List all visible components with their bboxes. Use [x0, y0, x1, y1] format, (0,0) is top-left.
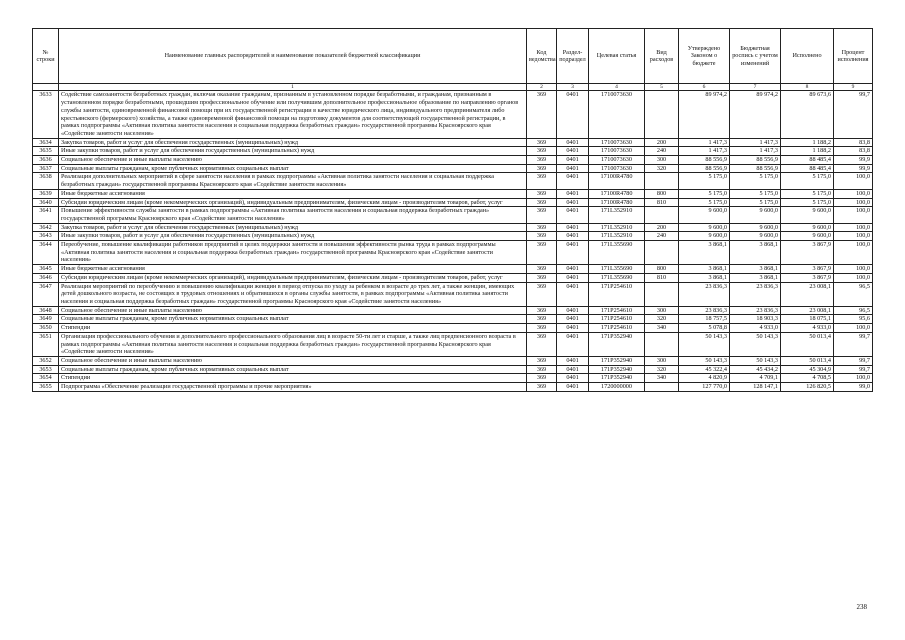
budget-list-amount: 89 974,2 — [730, 91, 781, 138]
target-code: 171L352910 — [589, 207, 645, 223]
header-dept-code: Код ведомства — [527, 29, 557, 84]
budget-table — [32, 28, 873, 392]
row-description: Реализация дополнительных мероприятий в сфере занятости населения в рамках подпрограммы «Активная политика занятости населения и социальная поддержка безработных граждан» государственной программы Красноярского края «Содействие занятости населения» — [59, 173, 527, 189]
budget-list-amount: 88 556,9 — [730, 164, 781, 173]
approved-amount: 9 600,0 — [679, 207, 730, 223]
approved-amount: 1 417,3 — [679, 147, 730, 156]
row-number: 3635 — [33, 147, 59, 156]
percent-executed: 99,0 — [834, 383, 873, 392]
row-number: 3648 — [33, 306, 59, 315]
section-code: 0401 — [557, 365, 589, 374]
executed-amount: 3 867,9 — [781, 241, 834, 265]
approved-amount: 23 836,3 — [679, 282, 730, 306]
budget-list-amount: 23 836,3 — [730, 306, 781, 315]
percent-executed: 100,0 — [834, 273, 873, 282]
executed-amount: 88 485,4 — [781, 156, 834, 165]
section-code: 0401 — [557, 189, 589, 198]
row-description: Стипендии — [59, 374, 527, 383]
row-description: Социальные выплаты гражданам, кроме публичных нормативных социальных выплат — [59, 164, 527, 173]
table-row — [33, 147, 873, 156]
section-code: 0401 — [557, 324, 589, 333]
budget-list-amount: 128 147,1 — [730, 383, 781, 392]
table-row — [33, 173, 873, 189]
dept-code: 369 — [527, 207, 557, 223]
expense-type: 800 — [645, 189, 679, 198]
table-row — [33, 198, 873, 207]
budget-report-sheet — [32, 28, 872, 392]
section-code: 0401 — [557, 315, 589, 324]
target-code: 171L352910 — [589, 223, 645, 232]
row-number: 3633 — [33, 91, 59, 138]
row-number: 3654 — [33, 374, 59, 383]
column-number-row — [33, 84, 873, 91]
section-code: 0401 — [557, 164, 589, 173]
executed-amount: 89 673,6 — [781, 91, 834, 138]
section-code: 0401 — [557, 198, 589, 207]
section-code: 0401 — [557, 156, 589, 165]
budget-list-amount: 23 836,3 — [730, 282, 781, 306]
executed-amount: 9 600,0 — [781, 223, 834, 232]
percent-executed: 99,9 — [834, 156, 873, 165]
table-row — [33, 223, 873, 232]
target-code: 171P254610 — [589, 315, 645, 324]
expense-type: 340 — [645, 324, 679, 333]
approved-amount: 5 175,0 — [679, 173, 730, 189]
expense-type — [645, 383, 679, 392]
table-row — [33, 315, 873, 324]
row-description: Иные бюджетные ассигнования — [59, 265, 527, 274]
column-number: 9 — [834, 84, 873, 91]
expense-type: 240 — [645, 232, 679, 241]
percent-executed: 99,7 — [834, 91, 873, 138]
section-code: 0401 — [557, 138, 589, 147]
executed-amount: 1 188,2 — [781, 138, 834, 147]
approved-amount: 3 868,1 — [679, 265, 730, 274]
row-description: Повышение эффективности службы занятости в рамках подпрограммы «Активная политика занятости населения и социальная поддержка безработных граждан» государственной программы Красноярского края «Содействие занятости населения» — [59, 207, 527, 223]
row-number: 3643 — [33, 232, 59, 241]
expense-type: 300 — [645, 306, 679, 315]
budget-list-amount: 50 143,3 — [730, 332, 781, 356]
approved-amount: 1 417,3 — [679, 138, 730, 147]
target-code: 171P254610 — [589, 324, 645, 333]
section-code: 0401 — [557, 147, 589, 156]
executed-amount: 1 188,2 — [781, 147, 834, 156]
row-description: Иные закупки товаров, работ и услуг для обеспечения государственных (муниципальных) нужд — [59, 147, 527, 156]
section-code: 0401 — [557, 223, 589, 232]
row-description: Иные бюджетные ассигнования — [59, 189, 527, 198]
row-description: Организация профессионального обучения и дополнительного профессионального образования лиц в возрасте 50-ти лет и старше, а также лиц предпенсионного возраста в рамках подпрограммы «Активная политика занятости населения и социальная поддержка безработных граждан» государственной программы Красноярского края «Содействие занятости населения» — [59, 332, 527, 356]
executed-amount: 4 708,5 — [781, 374, 834, 383]
expense-type: 240 — [645, 147, 679, 156]
approved-amount: 5 175,0 — [679, 198, 730, 207]
budget-list-amount: 4 933,0 — [730, 324, 781, 333]
approved-amount: 127 770,0 — [679, 383, 730, 392]
approved-amount: 89 974,2 — [679, 91, 730, 138]
expense-type: 300 — [645, 156, 679, 165]
expense-type: 340 — [645, 374, 679, 383]
table-body — [33, 91, 873, 391]
target-code: 171P352940 — [589, 374, 645, 383]
table-row — [33, 91, 873, 138]
approved-amount: 18 757,5 — [679, 315, 730, 324]
budget-list-amount: 50 143,3 — [730, 356, 781, 365]
table-row — [33, 374, 873, 383]
approved-amount: 5 175,0 — [679, 189, 730, 198]
table-row — [33, 306, 873, 315]
expense-type — [645, 173, 679, 189]
dept-code: 369 — [527, 241, 557, 265]
target-code: 1710073630 — [589, 138, 645, 147]
section-code: 0401 — [557, 306, 589, 315]
section-code: 0401 — [557, 241, 589, 265]
executed-amount: 50 013,4 — [781, 356, 834, 365]
budget-list-amount: 88 556,9 — [730, 156, 781, 165]
percent-executed: 96,5 — [834, 306, 873, 315]
row-number: 3650 — [33, 324, 59, 333]
row-number: 3638 — [33, 173, 59, 189]
row-number: 3652 — [33, 356, 59, 365]
percent-executed: 100,0 — [834, 241, 873, 265]
target-code: 1710073630 — [589, 91, 645, 138]
target-code: 1710073630 — [589, 164, 645, 173]
dept-code: 369 — [527, 147, 557, 156]
row-description: Иные закупки товаров, работ и услуг для обеспечения государственных (муниципальных) нужд — [59, 232, 527, 241]
dept-code: 369 — [527, 273, 557, 282]
section-code: 0401 — [557, 282, 589, 306]
header-executed: Исполнено — [781, 29, 834, 84]
expense-type — [645, 91, 679, 138]
page-number: 238 — [856, 603, 867, 611]
expense-type — [645, 282, 679, 306]
target-code: 171P352940 — [589, 332, 645, 356]
row-number: 3646 — [33, 273, 59, 282]
header-row-no: № строки — [33, 29, 59, 84]
section-code: 0401 — [557, 374, 589, 383]
header-section: Раздел-подраздел — [557, 29, 589, 84]
column-number: 3 — [557, 84, 589, 91]
dept-code: 369 — [527, 265, 557, 274]
table-row — [33, 365, 873, 374]
percent-executed: 100,0 — [834, 198, 873, 207]
budget-list-amount: 3 868,1 — [730, 273, 781, 282]
executed-amount: 3 867,9 — [781, 265, 834, 274]
percent-executed: 100,0 — [834, 265, 873, 274]
approved-amount: 88 556,9 — [679, 164, 730, 173]
target-code: 1710073630 — [589, 156, 645, 165]
column-number: 7 — [730, 84, 781, 91]
dept-code: 369 — [527, 198, 557, 207]
approved-amount: 88 556,9 — [679, 156, 730, 165]
table-row — [33, 207, 873, 223]
executed-amount: 5 175,0 — [781, 173, 834, 189]
header-percent: Процент исполнения — [834, 29, 873, 84]
executed-amount: 23 008,1 — [781, 282, 834, 306]
section-code: 0401 — [557, 356, 589, 365]
header-target: Целевая статья — [589, 29, 645, 84]
target-code: 171L355690 — [589, 273, 645, 282]
row-description: Субсидии юридическим лицам (кроме некоммерческих организаций), индивидуальным предпринимателям, физическим лицам - производителям товаров, работ, услуг — [59, 198, 527, 207]
target-code: 171P352940 — [589, 356, 645, 365]
expense-type: 300 — [645, 356, 679, 365]
row-description: Стипендии — [59, 324, 527, 333]
row-number: 3642 — [33, 223, 59, 232]
row-number: 3640 — [33, 198, 59, 207]
section-code: 0401 — [557, 332, 589, 356]
row-number: 3645 — [33, 265, 59, 274]
approved-amount: 50 143,3 — [679, 332, 730, 356]
budget-list-amount: 5 175,0 — [730, 189, 781, 198]
table-row — [33, 356, 873, 365]
percent-executed: 99,7 — [834, 356, 873, 365]
budget-list-amount: 9 600,0 — [730, 223, 781, 232]
executed-amount: 4 933,0 — [781, 324, 834, 333]
row-number: 3637 — [33, 164, 59, 173]
target-code: 171P254610 — [589, 282, 645, 306]
column-number: 4 — [589, 84, 645, 91]
column-number: 6 — [679, 84, 730, 91]
approved-amount: 9 600,0 — [679, 232, 730, 241]
target-code: 1710073630 — [589, 147, 645, 156]
row-description: Закупка товаров, работ и услуг для обеспечения государственных (муниципальных) нужд — [59, 138, 527, 147]
percent-executed: 100,0 — [834, 173, 873, 189]
column-number: 1 — [59, 84, 527, 91]
target-code: 1720000000 — [589, 383, 645, 392]
dept-code: 369 — [527, 324, 557, 333]
percent-executed: 83,8 — [834, 138, 873, 147]
row-description: Подпрограмма «Обеспечение реализации государственной программы и прочие мероприятия» — [59, 383, 527, 392]
row-number: 3644 — [33, 241, 59, 265]
budget-list-amount: 45 434,2 — [730, 365, 781, 374]
expense-type: 320 — [645, 365, 679, 374]
table-row — [33, 164, 873, 173]
budget-list-amount: 3 868,1 — [730, 241, 781, 265]
header-row — [33, 29, 873, 84]
expense-type: 320 — [645, 315, 679, 324]
section-code: 0401 — [557, 91, 589, 138]
row-description: Социальное обеспечение и иные выплаты населению — [59, 356, 527, 365]
table-row — [33, 241, 873, 265]
expense-type — [645, 332, 679, 356]
approved-amount: 45 322,4 — [679, 365, 730, 374]
executed-amount: 9 600,0 — [781, 207, 834, 223]
percent-executed: 99,9 — [834, 164, 873, 173]
executed-amount: 126 820,5 — [781, 383, 834, 392]
target-code: 17100R4780 — [589, 173, 645, 189]
approved-amount: 3 868,1 — [679, 273, 730, 282]
header-budget-list: Бюджетная роспись с учетом изменений — [730, 29, 781, 84]
expense-type: 800 — [645, 265, 679, 274]
column-number — [33, 84, 59, 91]
executed-amount: 18 075,1 — [781, 315, 834, 324]
table-row — [33, 332, 873, 356]
column-number: 5 — [645, 84, 679, 91]
percent-executed: 83,8 — [834, 147, 873, 156]
budget-list-amount: 9 600,0 — [730, 232, 781, 241]
expense-type — [645, 241, 679, 265]
expense-type: 810 — [645, 198, 679, 207]
header-exp-type: Вид расходов — [645, 29, 679, 84]
dept-code: 369 — [527, 164, 557, 173]
budget-list-amount: 1 417,3 — [730, 138, 781, 147]
row-description: Переобучение, повышение квалификации работников предприятий в целях поддержки занятости и повышения эффективности рынка труда в рамках подпрограммы «Активная политика занятости населения и социальная поддержка безработных граждан» государственной программы Красноярского края «Содействие занятости населения» — [59, 241, 527, 265]
target-code: 171L352910 — [589, 232, 645, 241]
target-code: 171P352940 — [589, 365, 645, 374]
table-row — [33, 138, 873, 147]
dept-code: 369 — [527, 282, 557, 306]
table-row — [33, 282, 873, 306]
executed-amount: 9 600,0 — [781, 232, 834, 241]
dept-code: 369 — [527, 91, 557, 138]
expense-type: 200 — [645, 223, 679, 232]
executed-amount: 50 013,4 — [781, 332, 834, 356]
row-number: 3655 — [33, 383, 59, 392]
row-description: Социальные выплаты гражданам, кроме публичных нормативных социальных выплат — [59, 315, 527, 324]
dept-code: 369 — [527, 223, 557, 232]
target-code: 171P254610 — [589, 306, 645, 315]
dept-code: 369 — [527, 156, 557, 165]
section-code: 0401 — [557, 173, 589, 189]
dept-code: 369 — [527, 356, 557, 365]
row-description: Реализация мероприятий по переобучению и повышению квалификации женщин в период отпуска по уходу за ребенком в возрасте до трех лет, а также женщин, имеющих детей дошкольного возраста, не состоящих в трудовых отношениях и обратившихся в органы службы занятости, в рамках подпрограммы «Активная политика занятости населения и социальная поддержка безработных граждан» государственной программы Красноярского края «Содействие занятости населения» — [59, 282, 527, 306]
expense-type — [645, 207, 679, 223]
section-code: 0401 — [557, 273, 589, 282]
expense-type: 200 — [645, 138, 679, 147]
column-number: 8 — [781, 84, 834, 91]
row-description: Социальное обеспечение и иные выплаты населению — [59, 156, 527, 165]
section-code: 0401 — [557, 265, 589, 274]
percent-executed: 99,7 — [834, 365, 873, 374]
column-number: 2 — [527, 84, 557, 91]
dept-code: 369 — [527, 374, 557, 383]
percent-executed: 96,5 — [834, 282, 873, 306]
section-code: 0401 — [557, 207, 589, 223]
target-code: 17100R4780 — [589, 189, 645, 198]
budget-list-amount: 9 600,0 — [730, 207, 781, 223]
table-row — [33, 273, 873, 282]
approved-amount: 9 600,0 — [679, 223, 730, 232]
percent-executed: 100,0 — [834, 189, 873, 198]
row-number: 3639 — [33, 189, 59, 198]
table-row — [33, 265, 873, 274]
row-number: 3647 — [33, 282, 59, 306]
expense-type: 320 — [645, 164, 679, 173]
dept-code: 369 — [527, 332, 557, 356]
executed-amount: 5 175,0 — [781, 189, 834, 198]
table-row — [33, 324, 873, 333]
executed-amount: 45 304,9 — [781, 365, 834, 374]
approved-amount: 23 836,3 — [679, 306, 730, 315]
budget-list-amount: 5 175,0 — [730, 198, 781, 207]
dept-code: 369 — [527, 306, 557, 315]
executed-amount: 23 008,1 — [781, 306, 834, 315]
row-number: 3641 — [33, 207, 59, 223]
table-row — [33, 383, 873, 392]
row-number: 3649 — [33, 315, 59, 324]
row-number: 3651 — [33, 332, 59, 356]
row-number: 3636 — [33, 156, 59, 165]
budget-list-amount: 1 417,3 — [730, 147, 781, 156]
percent-executed: 100,0 — [834, 232, 873, 241]
row-description: Содействие самозанятости безработных граждан, включая оказание гражданам, признанным в установленном порядке безработными, и гражданам, признанным в установленном порядке безработными, прошедшим профессиональное обучение или получившим дополнительное профессиональное образование по направлению органов службы занятости, единовременной финансовой помощи при их государственной регистрации в качестве юридического лица, индивидуального предпринимателя либо крестьянского (фермерского) хозяйства, а также единовременной финансовой помощи на подготовку документов для соответствующей государственной регистрации, в рамках подпрограммы «Активная политика занятости населения и социальная поддержка безработных граждан» государственной программы Красноярского края «Содействие занятости населения» — [59, 91, 527, 138]
percent-executed: 100,0 — [834, 207, 873, 223]
budget-list-amount: 3 868,1 — [730, 265, 781, 274]
header-approved: Утверждено Законом о бюджете — [679, 29, 730, 84]
target-code: 171L355690 — [589, 265, 645, 274]
header-name: Наименование главных распорядителей и наименование показателей бюджетной классификации — [59, 29, 527, 84]
dept-code: 369 — [527, 315, 557, 324]
executed-amount: 3 867,9 — [781, 273, 834, 282]
row-number: 3653 — [33, 365, 59, 374]
dept-code: 369 — [527, 173, 557, 189]
table-row — [33, 156, 873, 165]
target-code: 17100R4780 — [589, 198, 645, 207]
approved-amount: 4 820,9 — [679, 374, 730, 383]
section-code: 0401 — [557, 383, 589, 392]
dept-code: 369 — [527, 189, 557, 198]
target-code: 171L355690 — [589, 241, 645, 265]
percent-executed: 100,0 — [834, 223, 873, 232]
approved-amount: 3 868,1 — [679, 241, 730, 265]
executed-amount: 5 175,0 — [781, 198, 834, 207]
row-number: 3634 — [33, 138, 59, 147]
row-description: Социальное обеспечение и иные выплаты населению — [59, 306, 527, 315]
row-description: Социальные выплаты гражданам, кроме публичных нормативных социальных выплат — [59, 365, 527, 374]
dept-code: 369 — [527, 232, 557, 241]
percent-executed: 95,6 — [834, 315, 873, 324]
table-row — [33, 189, 873, 198]
approved-amount: 5 078,8 — [679, 324, 730, 333]
percent-executed: 100,0 — [834, 374, 873, 383]
budget-list-amount: 4 709,1 — [730, 374, 781, 383]
table-header — [33, 29, 873, 91]
budget-list-amount: 18 903,3 — [730, 315, 781, 324]
budget-list-amount: 5 175,0 — [730, 173, 781, 189]
expense-type: 810 — [645, 273, 679, 282]
row-description: Закупка товаров, работ и услуг для обеспечения государственных (муниципальных) нужд — [59, 223, 527, 232]
percent-executed: 99,7 — [834, 332, 873, 356]
percent-executed: 100,0 — [834, 324, 873, 333]
dept-code: 369 — [527, 365, 557, 374]
dept-code: 369 — [527, 383, 557, 392]
section-code: 0401 — [557, 232, 589, 241]
executed-amount: 88 485,4 — [781, 164, 834, 173]
approved-amount: 50 143,3 — [679, 356, 730, 365]
dept-code: 369 — [527, 138, 557, 147]
table-row — [33, 232, 873, 241]
row-description: Субсидии юридическим лицам (кроме некоммерческих организаций), индивидуальным предпринимателям, физическим лицам - производителям товаров, работ, услуг — [59, 273, 527, 282]
